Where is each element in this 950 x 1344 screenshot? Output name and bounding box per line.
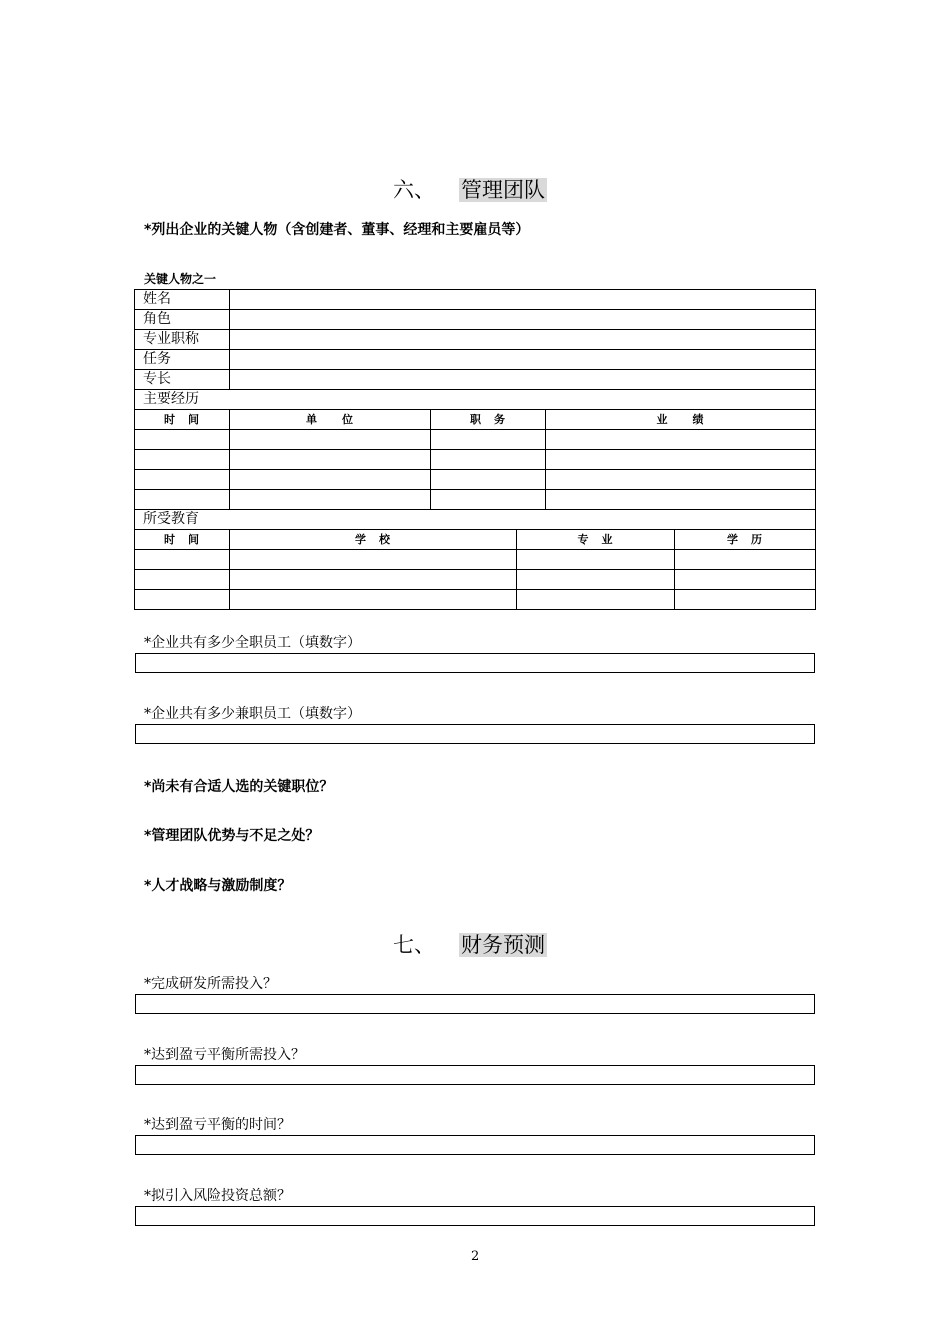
- education-row: [135, 550, 816, 570]
- exp-cell[interactable]: [230, 450, 431, 470]
- edu-cell[interactable]: [517, 570, 675, 590]
- education-label-row: [135, 510, 816, 530]
- breakeven-time-question: *达到盈亏平衡的时间？: [144, 1117, 291, 1133]
- edu-cell[interactable]: [230, 590, 517, 610]
- key-person-label: 关键人物之一: [144, 272, 217, 286]
- breakeven-investment-question: *达到盈亏平衡所需投入？: [144, 1047, 305, 1063]
- exp-cell[interactable]: [135, 490, 230, 510]
- exp-cell[interactable]: [431, 470, 546, 490]
- field-row-task: [135, 350, 816, 370]
- incentive-question: *人才战略与激励制度？: [144, 878, 292, 894]
- exp-cell[interactable]: [230, 490, 431, 510]
- education-row: [135, 590, 816, 610]
- name-input-cell[interactable]: [230, 290, 816, 310]
- rnd-investment-question: *完成研发所需投入？: [144, 976, 277, 992]
- section-7-title: 财务预测: [461, 933, 545, 957]
- team-strength-question: *管理团队优势与不足之处？: [144, 828, 320, 844]
- exp-cell[interactable]: [135, 450, 230, 470]
- fulltime-question: *企业共有多少全职员工（填数字）: [144, 635, 361, 651]
- field-row-specialty: [135, 370, 816, 390]
- exp-cell[interactable]: [431, 490, 546, 510]
- field-row-title: [135, 330, 816, 350]
- key-person-fields-table: [134, 289, 816, 410]
- page-number: 2: [471, 1249, 480, 1264]
- edu-cell[interactable]: [675, 550, 816, 570]
- section-6-title: 管理团队: [461, 178, 545, 202]
- field-label: 专业职称: [135, 330, 230, 350]
- section-7-heading: [393, 931, 547, 959]
- edu-cell[interactable]: [230, 570, 517, 590]
- specialty-input-cell[interactable]: [230, 370, 816, 390]
- edu-header-school: 学 校: [230, 530, 517, 550]
- exp-cell[interactable]: [135, 430, 230, 450]
- field-row-role: [135, 310, 816, 330]
- experience-label: 主要经历: [135, 390, 816, 410]
- parttime-question: *企业共有多少兼职员工（填数字）: [144, 706, 361, 722]
- edu-cell[interactable]: [135, 590, 230, 610]
- field-label: 角色: [135, 310, 230, 330]
- experience-table: [134, 409, 816, 530]
- field-row-name: [135, 290, 816, 310]
- edu-cell[interactable]: [675, 590, 816, 610]
- education-row: [135, 570, 816, 590]
- edu-cell[interactable]: [675, 570, 816, 590]
- section-6-heading: [393, 176, 547, 204]
- education-table: [134, 529, 816, 610]
- rnd-investment-input[interactable]: [135, 994, 815, 1014]
- edu-cell[interactable]: [517, 590, 675, 610]
- breakeven-investment-input[interactable]: [135, 1065, 815, 1085]
- exp-cell[interactable]: [431, 450, 546, 470]
- exp-header-time: 时 间: [135, 410, 230, 430]
- exp-cell[interactable]: [431, 430, 546, 450]
- key-people-instruction: *列出企业的关键人物（含创建者、董事、经理和主要雇员等）: [144, 222, 530, 238]
- exp-cell[interactable]: [230, 470, 431, 490]
- edu-header-degree: 学 历: [675, 530, 816, 550]
- edu-cell[interactable]: [230, 550, 517, 570]
- experience-row: [135, 490, 816, 510]
- task-input-cell[interactable]: [230, 350, 816, 370]
- experience-row: [135, 470, 816, 490]
- section-7-number: 七、: [393, 933, 435, 957]
- experience-row: [135, 450, 816, 470]
- field-label: 专长: [135, 370, 230, 390]
- exp-cell[interactable]: [546, 430, 816, 450]
- breakeven-time-input[interactable]: [135, 1135, 815, 1155]
- exp-header-achievement: 业 绩: [546, 410, 816, 430]
- exp-cell[interactable]: [135, 470, 230, 490]
- vacant-positions-question: *尚未有合适人选的关键职位？: [144, 779, 334, 795]
- vc-total-question: *拟引入风险投资总额？: [144, 1188, 291, 1204]
- experience-label-row: [135, 390, 816, 410]
- education-label: 所受教育: [135, 510, 816, 530]
- section-6-number: 六、: [393, 178, 435, 202]
- experience-row: [135, 430, 816, 450]
- exp-cell[interactable]: [230, 430, 431, 450]
- exp-cell[interactable]: [546, 490, 816, 510]
- parttime-input[interactable]: [135, 724, 815, 744]
- key-person-form: [134, 289, 816, 610]
- exp-cell[interactable]: [546, 450, 816, 470]
- fulltime-input[interactable]: [135, 653, 815, 673]
- education-header-row: [135, 530, 816, 550]
- exp-header-position: 职 务: [431, 410, 546, 430]
- edu-header-major: 专 业: [517, 530, 675, 550]
- edu-cell[interactable]: [135, 550, 230, 570]
- field-label: 任务: [135, 350, 230, 370]
- vc-total-input[interactable]: [135, 1206, 815, 1226]
- field-label: 姓名: [135, 290, 230, 310]
- experience-header-row: [135, 410, 816, 430]
- edu-cell[interactable]: [517, 550, 675, 570]
- edu-header-time: 时 间: [135, 530, 230, 550]
- exp-cell[interactable]: [546, 470, 816, 490]
- professional-title-input-cell[interactable]: [230, 330, 816, 350]
- exp-header-unit: 单 位: [230, 410, 431, 430]
- role-input-cell[interactable]: [230, 310, 816, 330]
- edu-cell[interactable]: [135, 570, 230, 590]
